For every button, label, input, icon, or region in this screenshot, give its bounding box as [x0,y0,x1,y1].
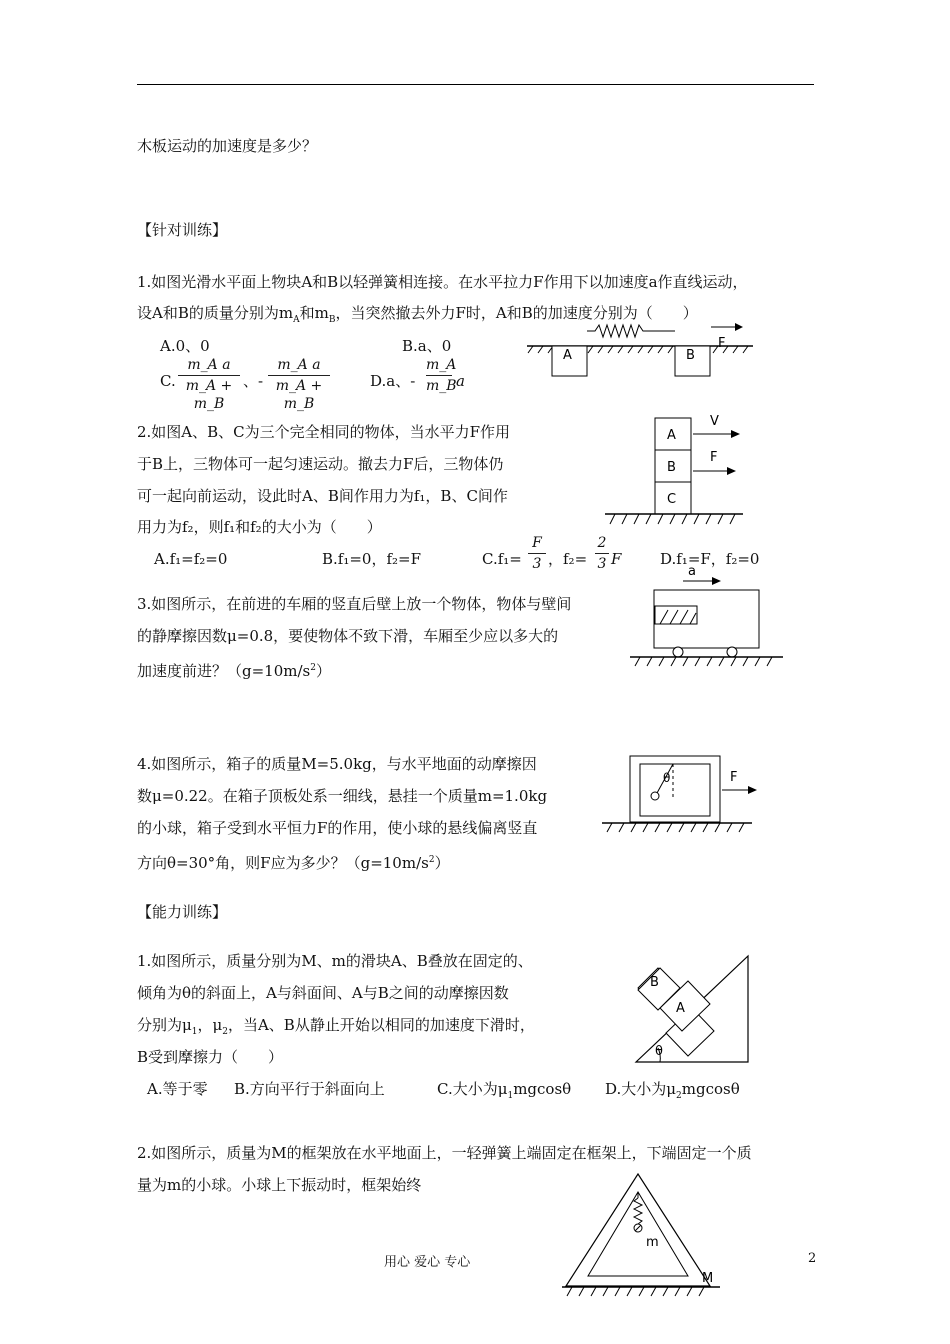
a1-option-b: B.方向平行于斜面向上 [234,1080,385,1098]
q1-option-d-fraction: m_A m_B [426,357,457,394]
a1-option-c: C.大小为$\mu_1mgcos\theta$ [437,1080,572,1101]
a1-fig-label-a: A [676,1001,685,1016]
a1-option-a: A.等于零 [147,1080,208,1098]
q4-line2: 数μ=0.22。在箱子顶板处系一细线，悬挂一个质量m=1.0kg [137,787,548,805]
q2-option-c-f2-fraction: 2 3 [595,534,609,573]
q2-line1: 2.如图A、B、C为三个完全相同的物体，当水平力F作用 [137,423,511,441]
q2-option-c-f1-fraction: F 3 [528,534,546,573]
q2-option-b: B.f₁=0，f₂=F [322,550,422,568]
q3-line3: 加速度前进？$(g=10m/s^2)$ [137,662,331,680]
q1-fig-label-b: B [686,348,695,363]
q1-option-c-fraction-1: m_A a m_A + m_B [178,356,240,413]
q2-option-c-suffix: F [611,550,622,568]
q4-line4: 方向θ=30°角，则F应为多少？$(g=10m/s^2)$ [137,854,450,872]
a2-figure [560,1168,740,1308]
q2-fig-label-c: C [667,492,677,507]
q1-option-a: A.0、0 [160,337,210,355]
a1-line2: 倾角为θ的斜面上，A与斜面间、A与B之间的动摩擦因数 [137,984,509,1002]
q3-line2: 的静摩擦因数μ=0.8，要使物体不致下滑，车厢至少应以多大的 [137,627,559,645]
page-number: 2 [808,1251,817,1266]
section-heading-ability: 【能力训练】 [137,903,228,921]
q2-line2: 于B上，三物体可一起匀速运动。撤去力F后，三物体仍 [137,455,504,473]
q2-figure [603,412,753,532]
a1-line4: B受到摩擦力（ ） [137,1048,284,1066]
header-rule [137,84,814,85]
q4-figure [600,750,760,840]
q2-line4: 用力为f₂，则f₁和f₂的大小为（ ） [137,518,382,536]
q1-option-c-mid: 、- [243,372,264,390]
q1-fig-label-a: A [563,348,572,363]
q2-line3: 可一起向前运动，设此时A、B间作用力为f₁，B、C间作 [137,487,508,505]
q2-option-a: A.f₁=f₂=0 [154,550,228,568]
q1-fig-label-f: F [718,336,726,351]
a2-line2: 量为m的小球。小球上下振动时，框架始终 [137,1176,422,1194]
q1-option-c-prefix: C. [160,372,176,390]
q4-fig-label-f: F [730,770,738,785]
q2-fig-label-f: F [710,450,718,465]
q3-figure [628,560,788,670]
q3-line1: 3.如图所示，在前进的车厢的竖直后壁上放一个物体，物体与壁间 [137,595,572,613]
q1-line2: 设A和B的质量分别为$m_A$和$m_B$，当突然撤去外力F时，A和B的加速度分别为（ ） [137,304,698,325]
q4-fig-label-theta: θ [663,771,671,785]
q1-line1: 1.如图光滑水平面上物块A和B以轻弹簧相连接。在水平拉力F作用下以加速度a作直线运动， [137,273,748,291]
q2-option-d: D.f₁=F，f₂=0 [660,550,760,568]
q2-fig-label-b: B [667,460,676,475]
q2-option-c-mid: ，f₂= [548,550,588,568]
a1-figure [630,952,760,1067]
q4-line3: 的小球，箱子受到水平恒力F的作用，使小球的悬线偏离竖直 [137,819,538,837]
q2-fig-label-v: V [710,414,719,429]
a2-fig-label-m: m [646,1235,659,1250]
a1-option-d: D.大小为$\mu_2mgcos\theta$ [605,1080,740,1101]
a2-fig-label-M: M [702,1271,714,1286]
q1-option-d-suffix: a [456,372,465,390]
a1-line1: 1.如图所示，质量分别为M、m的滑块A、B叠放在固定的、 [137,952,533,970]
q1-option-d-prefix: D.a、- [370,372,416,390]
intro-line: 木板运动的加速度是多少？ [137,137,318,155]
a2-line1: 2.如图所示，质量为M的框架放在水平地面上，一轻弹簧上端固定在框架上，下端固定一个质 [137,1144,752,1162]
q4-line1: 4.如图所示，箱子的质量M=5.0kg，与水平地面的动摩擦因 [137,755,537,773]
a1-line3: 分别为$\mu_1$，$\mu_2$，当A、B从静止开始以相同的加速度下滑时， [137,1016,535,1037]
q1-option-b: B.a、0 [402,337,452,355]
q2-fig-label-a: A [667,428,676,443]
section-heading-targeted: 【针对训练】 [137,221,228,239]
q2-option-c-prefix: C.f₁= [482,550,522,568]
q1-figure [525,315,755,380]
a1-fig-label-b: B [650,975,659,990]
footer-motto: 用心 爱心 专心 [384,1255,471,1270]
q1-option-c-fraction-2: m_A a m_A + m_B [268,356,330,413]
q3-fig-label-a: a [688,564,696,579]
a1-fig-label-theta: θ [655,1044,663,1059]
